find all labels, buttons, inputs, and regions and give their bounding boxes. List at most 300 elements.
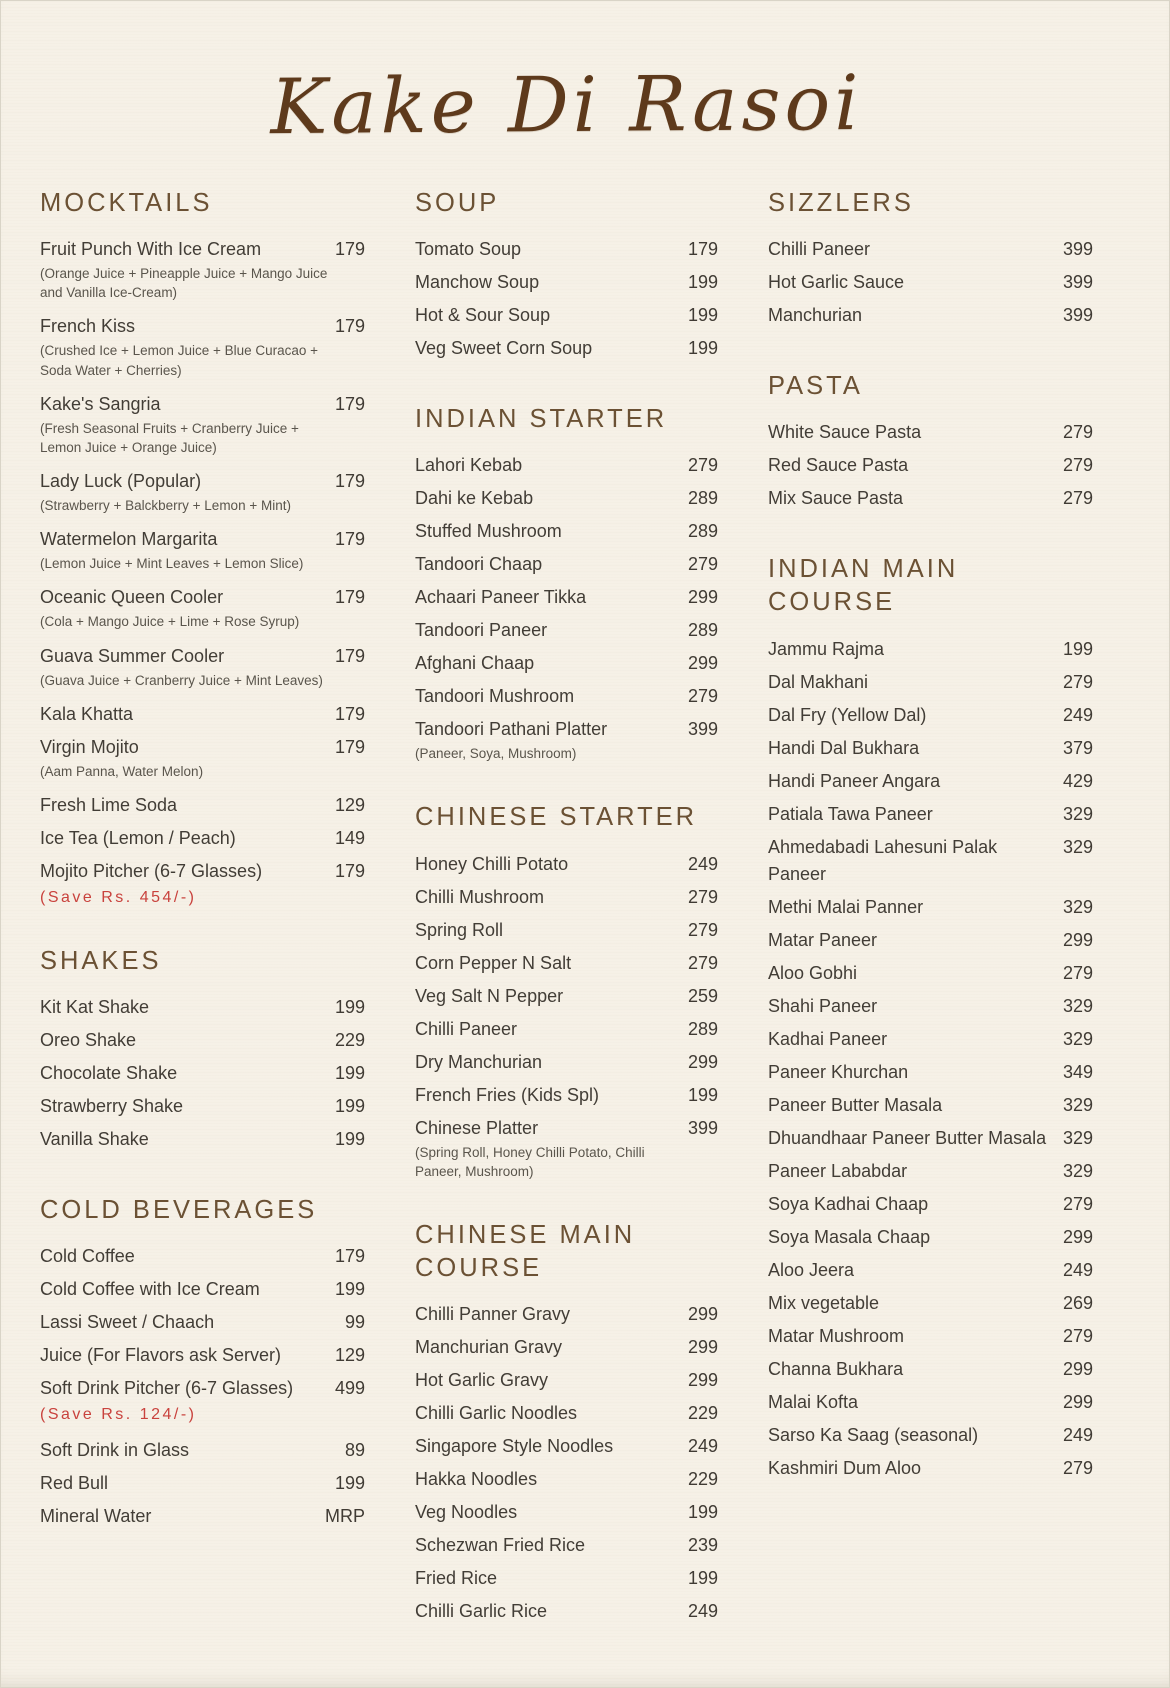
item-save-note: (Save Rs. 454/-) xyxy=(40,888,197,906)
item-price: 329 xyxy=(1062,995,1093,1016)
item-price: 199 xyxy=(334,1096,365,1116)
menu-item-singapore-style-noodles xyxy=(415,1430,718,1463)
item-price: 279 xyxy=(687,455,718,476)
item-price: 129 xyxy=(334,794,365,815)
item-name: Fruit Punch With Ice Cream xyxy=(40,239,262,260)
item-price: 279 xyxy=(687,952,718,973)
menu-item-veg-salt-n-pepper xyxy=(415,980,718,1013)
item-name: Patiala Tawa Paneer xyxy=(768,803,933,824)
item-price: 299 xyxy=(1062,1391,1093,1412)
menu-item-soya-kadhai-chaap xyxy=(768,1188,1093,1221)
menu-item-matar-mushroom xyxy=(768,1320,1093,1353)
item-name: Paneer Butter Masala xyxy=(768,1094,943,1115)
menu-item-veg-sweet-corn-soup xyxy=(415,332,718,365)
item-description: (Lemon Juice + Mint Leaves + Lemon Slice) xyxy=(40,556,304,572)
item-price: 399 xyxy=(1062,272,1093,293)
item-name: Handi Paneer Angara xyxy=(768,770,941,791)
item-name: Corn Pepper N Salt xyxy=(415,952,572,973)
item-name: Afghani Chaap xyxy=(415,653,535,674)
menu-item-stuffed-mushroom xyxy=(415,515,718,548)
menu-item-dhuandhaar-paneer-butter-masala xyxy=(768,1122,1093,1155)
menu-item-red-bull xyxy=(40,1467,365,1500)
item-name: Tandoori Pathani Platter xyxy=(415,719,608,740)
menu-item-fresh-lime-soda xyxy=(40,789,365,822)
item-name: Chilli Garlic Rice xyxy=(415,1601,548,1622)
item-price: 199 xyxy=(334,997,365,1017)
menu-item-tandoori-paneer xyxy=(415,614,718,647)
item-price: 199 xyxy=(687,1502,718,1523)
item-price: 249 xyxy=(687,853,718,874)
section-chinese-main-course xyxy=(415,1219,718,1628)
item-name: Soya Masala Chaap xyxy=(768,1226,931,1247)
item-price: 279 xyxy=(1062,1325,1093,1346)
menu-item-manchurian-gravy xyxy=(415,1331,718,1364)
menu-item-cold-coffee xyxy=(40,1240,365,1273)
item-price: 289 xyxy=(687,1018,718,1039)
menu-item-sarso-ka-saag-seasonal xyxy=(768,1419,1093,1452)
section-sizzlers xyxy=(768,187,1093,332)
section-indian-starter xyxy=(415,403,718,763)
item-name: Dhuandhaar Paneer Butter Masala xyxy=(768,1127,1047,1148)
item-name: Oreo Shake xyxy=(40,1030,137,1050)
item-price: 179 xyxy=(334,239,365,260)
item-price: 279 xyxy=(1062,422,1093,443)
menu-item-methi-malai-panner xyxy=(768,891,1093,924)
item-price: 289 xyxy=(687,521,718,542)
item-name: Ice Tea (Lemon / Peach) xyxy=(40,827,236,848)
menu-item-watermelon-margarita xyxy=(40,523,365,556)
section-title: PASTA xyxy=(768,372,863,401)
item-price: 329 xyxy=(1062,836,1093,857)
item-price: 199 xyxy=(687,338,718,359)
item-name: Dry Manchurian xyxy=(415,1051,543,1072)
item-name: Tandoori Mushroom xyxy=(415,686,575,707)
item-name: Handi Dal Bukhara xyxy=(768,737,920,758)
section-chinese-starter xyxy=(415,801,718,1180)
item-price: 269 xyxy=(1062,1292,1093,1313)
menu-item-soft-drink-in-glass xyxy=(40,1434,365,1467)
item-name: Achaari Paneer Tikka xyxy=(415,587,587,608)
section-indian-main-course xyxy=(768,553,1093,1484)
menu-item-kit-kat-shake xyxy=(40,991,365,1024)
menu-item-fried-rice xyxy=(415,1562,718,1595)
item-price: 329 xyxy=(1062,896,1093,917)
item-price: 279 xyxy=(1062,671,1093,692)
item-name: Dal Fry (Yellow Dal) xyxy=(768,704,927,725)
menu-item-tandoori-pathani-platter xyxy=(415,713,718,746)
menu-item-french-fries-kids-spl xyxy=(415,1079,718,1112)
item-price: 299 xyxy=(687,1370,718,1391)
menu-item-vanilla-shake xyxy=(40,1123,365,1156)
item-price: 229 xyxy=(687,1403,718,1424)
menu-item-soft-drink-pitcher-6-7-glasses xyxy=(40,1372,365,1405)
section-title: SHAKES xyxy=(40,946,162,975)
item-price: 379 xyxy=(1062,737,1093,758)
item-price: 179 xyxy=(334,393,365,414)
item-price: 259 xyxy=(687,985,718,1006)
item-name: Chilli Paneer xyxy=(768,239,871,260)
menu-item-french-kiss xyxy=(40,310,365,343)
item-name: Juice (For Flavors ask Server) xyxy=(40,1345,282,1366)
menu-item-lassi-sweet-chaach xyxy=(40,1306,365,1339)
item-name: Paneer Khurchan xyxy=(768,1061,909,1082)
menu-item-cold-coffee-with-ice-cream xyxy=(40,1273,365,1306)
item-price: 329 xyxy=(1062,1094,1093,1115)
item-name: Dal Makhani xyxy=(768,671,869,692)
item-name: Soft Drink Pitcher (6-7 Glasses) xyxy=(40,1378,294,1399)
menu-item-fruit-punch-with-ice-cream xyxy=(40,233,365,266)
menu-item-soya-masala-chaap xyxy=(768,1221,1093,1254)
item-price: MRP xyxy=(325,1506,365,1527)
item-price: 279 xyxy=(1062,962,1093,983)
menu-item-dal-fry-yellow-dal xyxy=(768,699,1093,732)
item-price: 199 xyxy=(687,1084,718,1105)
item-name: Red Bull xyxy=(40,1473,109,1494)
item-price: 199 xyxy=(687,1568,718,1589)
menu-item-guava-summer-cooler xyxy=(40,640,365,673)
item-price: 299 xyxy=(687,1051,718,1072)
item-name: Lady Luck (Popular) xyxy=(40,471,202,492)
item-name: Malai Kofta xyxy=(768,1391,859,1412)
item-price: 179 xyxy=(334,736,365,757)
menu-columns xyxy=(40,187,1093,1628)
item-price: 279 xyxy=(1062,455,1093,476)
item-price: 249 xyxy=(1062,704,1093,725)
item-name: Virgin Mojito xyxy=(40,736,139,757)
item-price: 429 xyxy=(1062,770,1093,791)
menu-item-honey-chilli-potato xyxy=(415,848,718,881)
item-name: Oceanic Queen Cooler xyxy=(40,587,224,608)
item-price: 299 xyxy=(687,1337,718,1358)
section-title: SIZZLERS xyxy=(768,189,914,217)
item-price: 179 xyxy=(334,316,365,337)
item-price: 399 xyxy=(687,1117,718,1138)
item-description: (Crushed Ice + Lemon Juice + Blue Curacao + Soda Water + Cherries) xyxy=(40,343,319,378)
item-name: Cold Coffee with Ice Cream xyxy=(40,1279,260,1300)
item-price: 179 xyxy=(334,645,365,666)
item-name: Veg Noodles xyxy=(415,1502,518,1523)
menu-item-chilli-garlic-noodles xyxy=(415,1397,718,1430)
menu-item-corn-pepper-n-salt xyxy=(415,947,718,980)
item-name: Cold Coffee xyxy=(40,1246,135,1267)
menu-item-paneer-khurchan xyxy=(768,1056,1093,1089)
menu-item-dal-makhani xyxy=(768,666,1093,699)
item-name: Mojito Pitcher (6-7 Glasses) xyxy=(40,860,263,881)
menu-item-handi-dal-bukhara xyxy=(768,732,1093,765)
item-price: 299 xyxy=(687,653,718,674)
item-name: Kit Kat Shake xyxy=(40,997,150,1017)
menu-item-kadhai-paneer xyxy=(768,1023,1093,1056)
item-description: (Spring Roll, Honey Chilli Potato, Chilli Paneer, Mushroom) xyxy=(415,1144,645,1179)
menu-item-chinese-platter xyxy=(415,1112,718,1145)
menu-item-handi-paneer-angara xyxy=(768,765,1093,798)
item-price: 299 xyxy=(1062,1358,1093,1379)
item-name: Hakka Noodles xyxy=(415,1469,538,1490)
section-title: INDIAN MAIN COURSE xyxy=(768,555,959,617)
item-name: Veg Sweet Corn Soup xyxy=(415,338,593,359)
section-pasta xyxy=(768,370,1093,515)
item-price: 129 xyxy=(334,1345,365,1366)
menu-item-channa-bukhara xyxy=(768,1353,1093,1386)
item-price: 249 xyxy=(1062,1259,1093,1280)
item-name: Aloo Jeera xyxy=(768,1259,855,1280)
menu-item-jammu-rajma xyxy=(768,633,1093,666)
item-name: Kake's Sangria xyxy=(40,393,161,414)
item-name: Chocolate Shake xyxy=(40,1063,178,1083)
menu-item-schezwan-fried-rice xyxy=(415,1529,718,1562)
section-title: SOUP xyxy=(415,189,500,217)
item-price: 279 xyxy=(1062,488,1093,509)
menu-item-ice-tea-lemon-peach xyxy=(40,822,365,855)
menu-item-aloo-jeera xyxy=(768,1254,1093,1287)
item-name: Paneer Lababdar xyxy=(768,1160,908,1181)
item-name: Kala Khatta xyxy=(40,703,134,724)
menu-item-oreo-shake xyxy=(40,1024,365,1057)
menu-item-aloo-gobhi xyxy=(768,957,1093,990)
restaurant-logo: Kake Di Rasoi xyxy=(270,57,863,152)
menu-item-kake-s-sangria xyxy=(40,388,365,421)
menu-item-paneer-butter-masala xyxy=(768,1089,1093,1122)
item-price: 199 xyxy=(334,1129,365,1149)
menu-item-white-sauce-pasta xyxy=(768,416,1093,449)
item-price: 289 xyxy=(687,488,718,509)
item-price: 199 xyxy=(687,272,718,293)
menu-item-chocolate-shake xyxy=(40,1057,365,1090)
item-name: Manchurian Gravy xyxy=(415,1337,563,1358)
item-price: 299 xyxy=(1062,929,1093,950)
item-price: 179 xyxy=(334,1246,365,1267)
menu-item-strawberry-shake xyxy=(40,1090,365,1123)
menu-item-oceanic-queen-cooler xyxy=(40,581,365,614)
item-price: 199 xyxy=(1062,638,1093,659)
item-name: Hot & Sour Soup xyxy=(415,305,551,326)
menu-item-dry-manchurian xyxy=(415,1046,718,1079)
item-price: 299 xyxy=(1062,1226,1093,1247)
menu-item-chilli-paneer xyxy=(415,1013,718,1046)
item-name: Guava Summer Cooler xyxy=(40,645,225,666)
section-soup xyxy=(415,187,718,365)
menu-column-1 xyxy=(40,187,365,1533)
menu-item-juice-for-flavors-ask-server xyxy=(40,1339,365,1372)
item-name: Tandoori Chaap xyxy=(415,554,543,575)
item-name: Chilli Paneer xyxy=(415,1018,518,1039)
item-description: (Strawberry + Balckberry + Lemon + Mint) xyxy=(40,498,291,514)
item-name: Soft Drink in Glass xyxy=(40,1440,190,1461)
item-name: Soya Kadhai Chaap xyxy=(768,1193,929,1214)
item-price: 279 xyxy=(687,886,718,907)
menu-item-virgin-mojito xyxy=(40,731,365,764)
menu-item-mineral-water xyxy=(40,1500,365,1533)
item-name: Stuffed Mushroom xyxy=(415,521,562,542)
section-shakes xyxy=(40,945,365,1156)
item-name: Sarso Ka Saag (seasonal) xyxy=(768,1424,979,1445)
item-name: Shahi Paneer xyxy=(768,995,878,1016)
item-price: 349 xyxy=(1062,1061,1093,1082)
item-description: (Cola + Mango Juice + Lime + Rose Syrup) xyxy=(40,614,300,630)
item-description: (Orange Juice + Pineapple Juice + Mango Juice and Vanilla Ice-Cream) xyxy=(40,266,328,301)
item-name: Schezwan Fried Rice xyxy=(415,1535,586,1556)
item-price: 179 xyxy=(334,860,365,881)
section-title: INDIAN STARTER xyxy=(415,405,668,434)
item-save-note: (Save Rs. 124/-) xyxy=(40,1406,197,1424)
item-name: Honey Chilli Potato xyxy=(415,853,569,874)
menu-item-afghani-chaap xyxy=(415,647,718,680)
menu-column-2 xyxy=(415,187,718,1628)
item-name: Watermelon Margarita xyxy=(40,529,218,550)
item-name: Mineral Water xyxy=(40,1506,152,1527)
item-price: 329 xyxy=(1062,1127,1093,1148)
item-price: 179 xyxy=(334,587,365,608)
item-price: 199 xyxy=(687,305,718,326)
menu-item-hot-sour-soup xyxy=(415,299,718,332)
menu-item-mix-vegetable xyxy=(768,1287,1093,1320)
item-name: Mix Sauce Pasta xyxy=(768,488,904,509)
item-price: 279 xyxy=(1062,1457,1093,1478)
item-price: 289 xyxy=(687,620,718,641)
item-price: 399 xyxy=(1062,305,1093,326)
menu-item-shahi-paneer xyxy=(768,990,1093,1023)
menu-item-chilli-paneer xyxy=(768,233,1093,266)
menu-item-veg-noodles xyxy=(415,1496,718,1529)
item-name: Vanilla Shake xyxy=(40,1129,149,1149)
item-name: French Fries (Kids Spl) xyxy=(415,1084,600,1105)
item-name: Manchow Soup xyxy=(415,272,540,293)
item-price: 199 xyxy=(334,1063,365,1083)
item-name: Aloo Gobhi xyxy=(768,962,858,983)
item-name: Hot Garlic Sauce xyxy=(768,272,905,293)
item-price: 89 xyxy=(344,1440,365,1461)
section-cold-beverages xyxy=(40,1194,365,1533)
item-price: 329 xyxy=(1062,803,1093,824)
item-name: Fried Rice xyxy=(415,1568,498,1589)
menu-item-manchurian xyxy=(768,299,1093,332)
menu-item-manchow-soup xyxy=(415,266,718,299)
item-price: 249 xyxy=(687,1601,718,1622)
menu-item-hakka-noodles xyxy=(415,1463,718,1496)
menu-item-tomato-soup xyxy=(415,233,718,266)
item-price: 179 xyxy=(334,703,365,724)
menu-item-paneer-lababdar xyxy=(768,1155,1093,1188)
item-name: Tomato Soup xyxy=(415,239,522,260)
section-title: MOCKTAILS xyxy=(40,189,213,217)
menu-item-chilli-mushroom xyxy=(415,881,718,914)
item-price: 499 xyxy=(334,1378,365,1399)
item-name: Lahori Kebab xyxy=(415,455,523,476)
item-description: (Aam Panna, Water Melon) xyxy=(40,763,204,779)
item-name: Strawberry Shake xyxy=(40,1096,184,1116)
item-price: 199 xyxy=(334,1279,365,1300)
item-name: Mix vegetable xyxy=(768,1292,880,1313)
item-name: Dahi ke Kebab xyxy=(415,488,534,509)
menu-item-tandoori-mushroom xyxy=(415,680,718,713)
item-name: Kashmiri Dum Aloo xyxy=(768,1457,922,1478)
item-price: 299 xyxy=(687,587,718,608)
item-name: Kadhai Paneer xyxy=(768,1028,888,1049)
item-description: (Paneer, Soya, Mushroom) xyxy=(415,746,577,762)
item-price: 149 xyxy=(334,827,365,848)
item-price: 279 xyxy=(687,554,718,575)
item-name: Fresh Lime Soda xyxy=(40,794,178,815)
item-name: Chilli Garlic Noodles xyxy=(415,1403,578,1424)
menu-item-mix-sauce-pasta xyxy=(768,482,1093,515)
item-price: 239 xyxy=(687,1535,718,1556)
menu-item-kala-khatta xyxy=(40,698,365,731)
item-name: Tandoori Paneer xyxy=(415,620,548,641)
section-mocktails xyxy=(40,187,365,907)
item-name: Chinese Platter xyxy=(415,1117,539,1138)
section-title: COLD BEVERAGES xyxy=(40,1196,318,1224)
item-price: 249 xyxy=(687,1436,718,1457)
item-name: Methi Malai Panner xyxy=(768,896,924,917)
item-price: 279 xyxy=(687,919,718,940)
item-name: Matar Paneer xyxy=(768,929,878,950)
item-name: Jammu Rajma xyxy=(768,638,885,659)
item-price: 279 xyxy=(687,686,718,707)
section-title: CHINESE MAIN COURSE xyxy=(415,1220,636,1283)
menu-item-chilli-garlic-rice xyxy=(415,1595,718,1628)
menu-item-hot-garlic-gravy xyxy=(415,1364,718,1397)
item-name: Spring Roll xyxy=(415,919,504,940)
item-price: 329 xyxy=(1062,1160,1093,1181)
item-price: 179 xyxy=(334,529,365,550)
menu-item-kashmiri-dum-aloo xyxy=(768,1452,1093,1485)
menu-item-tandoori-chaap xyxy=(415,548,718,581)
menu-column-3 xyxy=(768,187,1093,1485)
item-name: Veg Salt N Pepper xyxy=(415,985,564,1006)
menu-item-chilli-panner-gravy xyxy=(415,1298,718,1331)
item-name: Red Sauce Pasta xyxy=(768,455,909,476)
item-description: (Guava Juice + Cranberry Juice + Mint Leaves) xyxy=(40,672,323,688)
item-name: Chilli Panner Gravy xyxy=(415,1304,571,1325)
item-price: 179 xyxy=(687,239,718,260)
item-name: Ahmedabadi Lahesuni Palak Paneer xyxy=(768,836,998,884)
menu-item-achaari-paneer-tikka xyxy=(415,581,718,614)
item-price: 399 xyxy=(1062,239,1093,260)
section-title: CHINESE STARTER xyxy=(415,803,698,832)
menu-item-matar-paneer xyxy=(768,924,1093,957)
item-price: 229 xyxy=(687,1469,718,1490)
item-name: Manchurian xyxy=(768,305,863,326)
menu-item-red-sauce-pasta xyxy=(768,449,1093,482)
item-price: 229 xyxy=(334,1030,365,1050)
item-price: 279 xyxy=(1062,1193,1093,1214)
item-price: 329 xyxy=(1062,1028,1093,1049)
item-name: French Kiss xyxy=(40,316,136,337)
item-name: Singapore Style Noodles xyxy=(415,1436,614,1457)
item-name: Matar Mushroom xyxy=(768,1325,905,1346)
item-price: 199 xyxy=(334,1473,365,1494)
menu-item-dahi-ke-kebab xyxy=(415,482,718,515)
item-price: 99 xyxy=(344,1312,365,1333)
menu-item-ahmedabadi-lahesuni-palak-paneer xyxy=(768,831,1093,891)
item-name: Lassi Sweet / Chaach xyxy=(40,1312,215,1333)
menu-item-lady-luck-popular xyxy=(40,465,365,498)
item-name: Chilli Mushroom xyxy=(415,886,545,907)
menu-item-hot-garlic-sauce xyxy=(768,266,1093,299)
item-description: (Fresh Seasonal Fruits + Cranberry Juice + Lemon Juice + Orange Juice) xyxy=(40,420,299,455)
item-price: 249 xyxy=(1062,1424,1093,1445)
menu-item-mojito-pitcher-6-7-glasses xyxy=(40,855,365,888)
menu-item-spring-roll xyxy=(415,914,718,947)
item-name: White Sauce Pasta xyxy=(768,422,922,443)
item-price: 299 xyxy=(687,1304,718,1325)
menu-item-lahori-kebab xyxy=(415,449,718,482)
item-name: Hot Garlic Gravy xyxy=(415,1370,549,1391)
menu-item-malai-kofta xyxy=(768,1386,1093,1419)
menu-item-patiala-tawa-paneer xyxy=(768,798,1093,831)
item-name: Channa Bukhara xyxy=(768,1358,904,1379)
item-price: 399 xyxy=(687,719,718,740)
